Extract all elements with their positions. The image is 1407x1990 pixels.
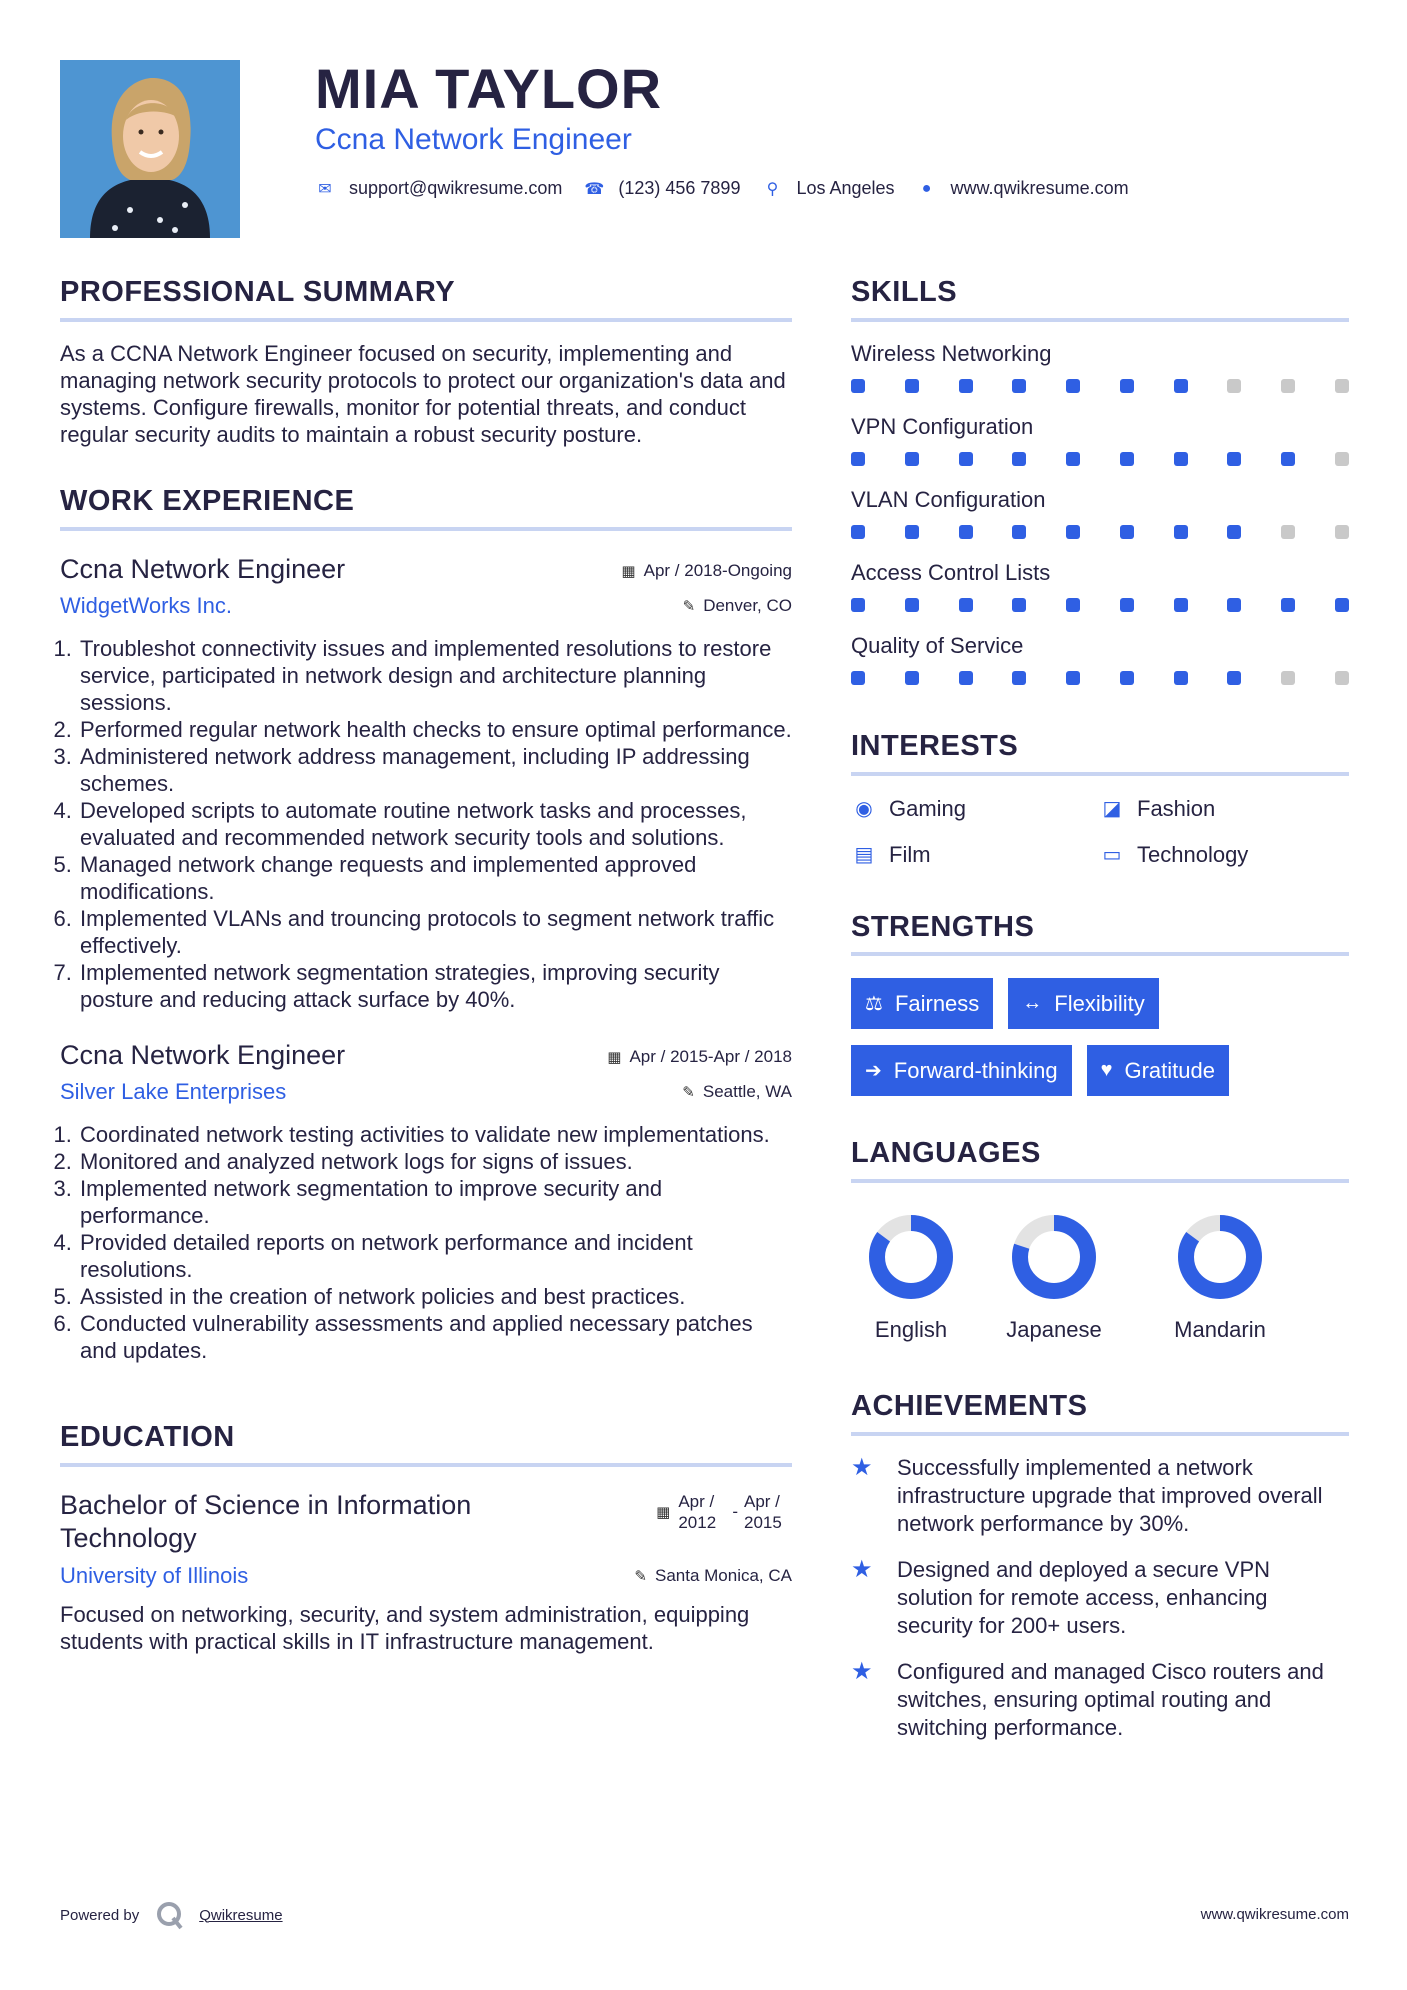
achievements-section bbox=[851, 1389, 1349, 1742]
interest-item bbox=[851, 796, 1099, 822]
skill-dot-filled bbox=[1281, 598, 1295, 612]
job-bullet: 6. Implemented VLANs and trouncing protocols to segment network traffic effectively. bbox=[78, 905, 792, 959]
skill-dot-empty bbox=[1281, 525, 1295, 539]
language-ring bbox=[1176, 1213, 1264, 1301]
skill-dot-filled bbox=[1227, 598, 1241, 612]
skill-dot-empty bbox=[1335, 525, 1349, 539]
interest-label: Film bbox=[889, 841, 931, 867]
contact-email[interactable] bbox=[315, 178, 562, 199]
skill-dot-filled bbox=[1120, 525, 1134, 539]
interests-section bbox=[851, 729, 1349, 868]
skill-dot-filled bbox=[1120, 379, 1134, 393]
contact-location bbox=[762, 178, 894, 199]
skill-dot-filled bbox=[905, 671, 919, 685]
skill-dot-filled bbox=[1012, 671, 1026, 685]
job-location bbox=[682, 1082, 792, 1102]
strength-label: Flexibility bbox=[1054, 990, 1145, 1016]
skill-dot-filled bbox=[851, 671, 865, 685]
interest-item bbox=[1099, 796, 1349, 822]
skill-dot-filled bbox=[1012, 525, 1026, 539]
education-section bbox=[60, 1420, 792, 1655]
gamepad-icon: ◉ bbox=[855, 798, 873, 821]
skill-rating bbox=[851, 525, 1349, 539]
contact-website[interactable] bbox=[917, 178, 1129, 199]
heart-icon: ♥ bbox=[1100, 1059, 1113, 1082]
interest-label: Fashion bbox=[1137, 795, 1216, 821]
company-name: Silver Lake Enterprises bbox=[60, 1079, 287, 1105]
job-entry bbox=[60, 553, 792, 1013]
education-entry bbox=[60, 1489, 792, 1655]
calendar-icon: ▦ bbox=[607, 1048, 622, 1066]
experience-heading: WORK EXPERIENCE bbox=[60, 484, 792, 531]
skill-dot-filled bbox=[1120, 452, 1134, 466]
skill-dot-filled bbox=[1066, 598, 1080, 612]
job-bullet: 2. Monitored and analyzed network logs for signs of issues. bbox=[78, 1148, 792, 1175]
education-date bbox=[656, 1491, 792, 1533]
language-name: English bbox=[874, 1317, 948, 1343]
left-column bbox=[60, 275, 792, 1655]
strength-tag bbox=[851, 978, 993, 1029]
arrows-horizontal-icon: ↔ bbox=[1022, 992, 1043, 1015]
footer-powered-by bbox=[60, 1900, 283, 1930]
job-location-text: Denver, CO bbox=[703, 595, 792, 615]
summary-text: As a CCNA Network Engineer focused on security, implementing and managing network security protocols to protect our organization's data and systems. Configure firewalls, monitor for potential threats, and conduct regular security audits to maintain a robust security posture. bbox=[60, 340, 786, 447]
education-date-start: Apr / 2012 bbox=[678, 1492, 717, 1533]
skill-dot-empty bbox=[1281, 379, 1295, 393]
achievement-text: Designed and deployed a secure VPN solution for remote access, enhancing security for 200+ users. bbox=[897, 1556, 1271, 1638]
map-pin-icon: ⚲ bbox=[766, 180, 779, 198]
star-icon: ★ bbox=[851, 1555, 873, 1583]
education-description: Focused on networking, security, and system administration, equipping students with practical skills in IT infrastructure management. bbox=[60, 1602, 750, 1655]
education-location bbox=[634, 1566, 792, 1586]
languages-heading: LANGUAGES bbox=[851, 1136, 1349, 1183]
skill-name: Wireless Networking bbox=[851, 340, 1052, 366]
achievement-item bbox=[851, 1556, 1349, 1640]
skill-dot-filled bbox=[1174, 671, 1188, 685]
language-item bbox=[851, 1213, 971, 1343]
education-date-sep: - bbox=[732, 1502, 738, 1522]
skill-name: VPN Configuration bbox=[851, 413, 1034, 439]
footer-website[interactable]: www.qwikresume.com bbox=[1200, 1906, 1349, 1923]
degree-title: Bachelor of Science in Information Technology bbox=[60, 1490, 472, 1554]
calendar-icon: ▦ bbox=[656, 1504, 671, 1522]
skill-dot-empty bbox=[1335, 452, 1349, 466]
language-ring bbox=[867, 1213, 955, 1301]
right-column bbox=[851, 275, 1349, 1742]
summary-heading: PROFESSIONAL SUMMARY bbox=[60, 275, 792, 322]
skill-dot-filled bbox=[1066, 525, 1080, 539]
powered-by-text: Powered by bbox=[60, 1906, 140, 1924]
school-name: University of Illinois bbox=[60, 1563, 249, 1589]
contact-website-text: www.qwikresume.com bbox=[950, 178, 1129, 198]
interest-item bbox=[851, 842, 1099, 868]
candidate-name: MIA TAYLOR bbox=[315, 57, 663, 120]
skill-rating bbox=[851, 598, 1349, 612]
arrow-right-icon: ➔ bbox=[865, 1060, 882, 1083]
contact-bar bbox=[315, 178, 1151, 199]
star-icon: ★ bbox=[851, 1453, 873, 1481]
interests-list bbox=[851, 796, 1349, 868]
qwikresume-logo-icon bbox=[155, 1900, 185, 1930]
achievements-heading: ACHIEVEMENTS bbox=[851, 1389, 1349, 1436]
skill-dot-filled bbox=[1012, 598, 1026, 612]
skill-item bbox=[851, 632, 1349, 685]
strength-tag bbox=[1008, 978, 1158, 1029]
skill-dot-filled bbox=[1227, 671, 1241, 685]
laptop-icon: ▭ bbox=[1102, 844, 1122, 867]
skill-dot-filled bbox=[1174, 525, 1188, 539]
job-title: Ccna Network Engineer bbox=[60, 553, 346, 584]
skill-dot-filled bbox=[851, 452, 865, 466]
company-name: WidgetWorks Inc. bbox=[60, 592, 232, 618]
phone-icon: ☎ bbox=[584, 180, 605, 198]
job-bullet: 4. Developed scripts to automate routine network tasks and processes, evaluated and recommended network security tools and solutions. bbox=[78, 797, 792, 851]
calendar-icon: ▦ bbox=[621, 562, 636, 580]
contact-location-text: Los Angeles bbox=[796, 178, 895, 198]
job-bullet: 5. Managed network change requests and implemented approved modifications. bbox=[78, 851, 792, 905]
skill-dot-filled bbox=[1066, 452, 1080, 466]
skill-dot-filled bbox=[959, 452, 973, 466]
language-name: Mandarin bbox=[1174, 1317, 1266, 1343]
job-bullet: 4. Provided detailed reports on network performance and incident resolutions. bbox=[78, 1229, 792, 1283]
globe-icon: ● bbox=[921, 179, 932, 197]
skill-dot-filled bbox=[1174, 379, 1188, 393]
job-bullet: 1. Coordinated network testing activities to validate new implementations. bbox=[78, 1121, 792, 1148]
skill-name: Quality of Service bbox=[851, 632, 1024, 658]
strengths-section bbox=[851, 910, 1349, 1113]
job-bullet: 7. Implemented network segmentation strategies, improving security posture and reducing attack surface by 40%. bbox=[78, 959, 792, 1013]
skill-name: Access Control Lists bbox=[851, 559, 1051, 585]
balance-scale-icon: ⚖ bbox=[865, 993, 883, 1016]
skills-list bbox=[851, 340, 1349, 685]
skill-dot-filled bbox=[959, 525, 973, 539]
skill-dot-empty bbox=[1227, 379, 1241, 393]
skill-dot-filled bbox=[1174, 598, 1188, 612]
star-icon: ★ bbox=[851, 1657, 873, 1685]
languages-section bbox=[851, 1136, 1349, 1343]
job-entry bbox=[60, 1039, 792, 1364]
job-bullet: 5. Assisted in the creation of network policies and best practices. bbox=[78, 1283, 792, 1310]
contact-phone[interactable] bbox=[584, 178, 740, 199]
strength-label: Fairness bbox=[894, 990, 980, 1016]
education-heading: EDUCATION bbox=[60, 1420, 792, 1467]
skill-dot-filled bbox=[1012, 379, 1026, 393]
job-bullets bbox=[60, 1121, 792, 1364]
job-location-text: Seattle, WA bbox=[702, 1082, 792, 1102]
language-name: Japanese bbox=[1006, 1317, 1102, 1343]
skill-dot-filled bbox=[1012, 452, 1026, 466]
envelope-icon: ✉ bbox=[318, 180, 332, 198]
skill-item bbox=[851, 340, 1349, 393]
contact-email-text: support@qwikresume.com bbox=[349, 178, 563, 198]
skill-dot-empty bbox=[1335, 671, 1349, 685]
job-date-text: Apr / 2015-Apr / 2018 bbox=[629, 1046, 792, 1066]
experience-section bbox=[60, 484, 792, 1365]
achievement-text: Configured and managed Cisco routers and switches, ensuring optimal routing and switching performance. bbox=[897, 1658, 1324, 1740]
language-ring bbox=[1010, 1213, 1098, 1301]
job-date-text: Apr / 2018-Ongoing bbox=[643, 560, 792, 580]
strength-label: Gratitude bbox=[1124, 1057, 1215, 1083]
job-bullet: 3. Administered network address management, including IP addressing schemes. bbox=[78, 743, 792, 797]
shopping-bag-icon: ◪ bbox=[1102, 798, 1122, 821]
skill-item bbox=[851, 559, 1349, 612]
profile-photo-illustration bbox=[60, 60, 240, 238]
achievement-item bbox=[851, 1658, 1349, 1742]
job-title: Ccna Network Engineer bbox=[60, 1039, 346, 1070]
strength-label: Forward-thinking bbox=[893, 1057, 1058, 1083]
film-icon: ▤ bbox=[854, 844, 874, 867]
interest-item bbox=[1099, 842, 1349, 868]
skill-rating bbox=[851, 379, 1349, 393]
skill-dot-filled bbox=[905, 379, 919, 393]
skill-rating bbox=[851, 452, 1349, 466]
skill-dot-filled bbox=[1281, 452, 1295, 466]
job-date bbox=[607, 1047, 792, 1067]
pushpin-icon: ✎ bbox=[682, 597, 696, 615]
skill-dot-filled bbox=[1120, 598, 1134, 612]
brand-link[interactable]: Qwikresume bbox=[199, 1906, 283, 1924]
job-bullet: 1. Troubleshot connectivity issues and implemented resolutions to restore service, participated in network design and architecture planning sessions. bbox=[78, 635, 792, 716]
education-date-end: Apr / 2015 bbox=[744, 1492, 782, 1533]
strength-tag bbox=[851, 1045, 1072, 1096]
skill-dot-filled bbox=[1066, 671, 1080, 685]
skills-section bbox=[851, 275, 1349, 685]
skill-dot-filled bbox=[905, 452, 919, 466]
strength-tag bbox=[1087, 1045, 1229, 1096]
skill-dot-filled bbox=[851, 379, 865, 393]
skill-dot-filled bbox=[851, 525, 865, 539]
candidate-job-title: Ccna Network Engineer bbox=[315, 123, 632, 156]
skill-dot-filled bbox=[1227, 525, 1241, 539]
strengths-list bbox=[851, 978, 1349, 1112]
language-item bbox=[1137, 1213, 1303, 1343]
interest-label: Technology bbox=[1137, 841, 1249, 867]
skill-dot-filled bbox=[959, 671, 973, 685]
achievement-text: Successfully implemented a network infrastructure upgrade that improved overall network performance by 30%. bbox=[897, 1454, 1323, 1536]
skill-dot-empty bbox=[1335, 379, 1349, 393]
job-bullet: 2. Performed regular network health checks to ensure optimal performance. bbox=[78, 716, 792, 743]
strengths-heading: STRENGTHS bbox=[851, 910, 1349, 957]
skill-dot-filled bbox=[1066, 379, 1080, 393]
languages-list bbox=[851, 1213, 1349, 1343]
skill-dot-filled bbox=[851, 598, 865, 612]
skill-item bbox=[851, 486, 1349, 539]
contact-phone-text: (123) 456 7899 bbox=[618, 178, 741, 198]
profile-photo bbox=[60, 60, 240, 238]
skill-rating bbox=[851, 671, 1349, 685]
job-location bbox=[683, 596, 792, 616]
skill-item bbox=[851, 413, 1349, 466]
skill-dot-empty bbox=[1281, 671, 1295, 685]
job-bullets bbox=[60, 635, 792, 1013]
skill-dot-filled bbox=[959, 598, 973, 612]
interest-label: Gaming bbox=[889, 795, 967, 821]
skill-name: VLAN Configuration bbox=[851, 486, 1046, 512]
achievement-item bbox=[851, 1454, 1349, 1538]
skill-dot-filled bbox=[905, 525, 919, 539]
skill-dot-filled bbox=[1335, 598, 1349, 612]
education-location-text: Santa Monica, CA bbox=[654, 1566, 792, 1586]
job-bullet: 6. Conducted vulnerability assessments and applied necessary patches and updates. bbox=[78, 1310, 792, 1364]
skill-dot-filled bbox=[905, 598, 919, 612]
skill-dot-filled bbox=[1120, 671, 1134, 685]
pushpin-icon: ✎ bbox=[634, 1568, 647, 1586]
skill-dot-filled bbox=[1227, 452, 1241, 466]
interests-heading: INTERESTS bbox=[851, 729, 1349, 776]
job-bullet: 3. Implemented network segmentation to improve security and performance. bbox=[78, 1175, 792, 1229]
pushpin-icon: ✎ bbox=[682, 1084, 695, 1102]
summary-section bbox=[60, 275, 792, 448]
skills-heading: SKILLS bbox=[851, 275, 1349, 322]
skill-dot-filled bbox=[959, 379, 973, 393]
job-date bbox=[621, 561, 792, 581]
language-item bbox=[971, 1213, 1137, 1343]
skill-dot-filled bbox=[1174, 452, 1188, 466]
